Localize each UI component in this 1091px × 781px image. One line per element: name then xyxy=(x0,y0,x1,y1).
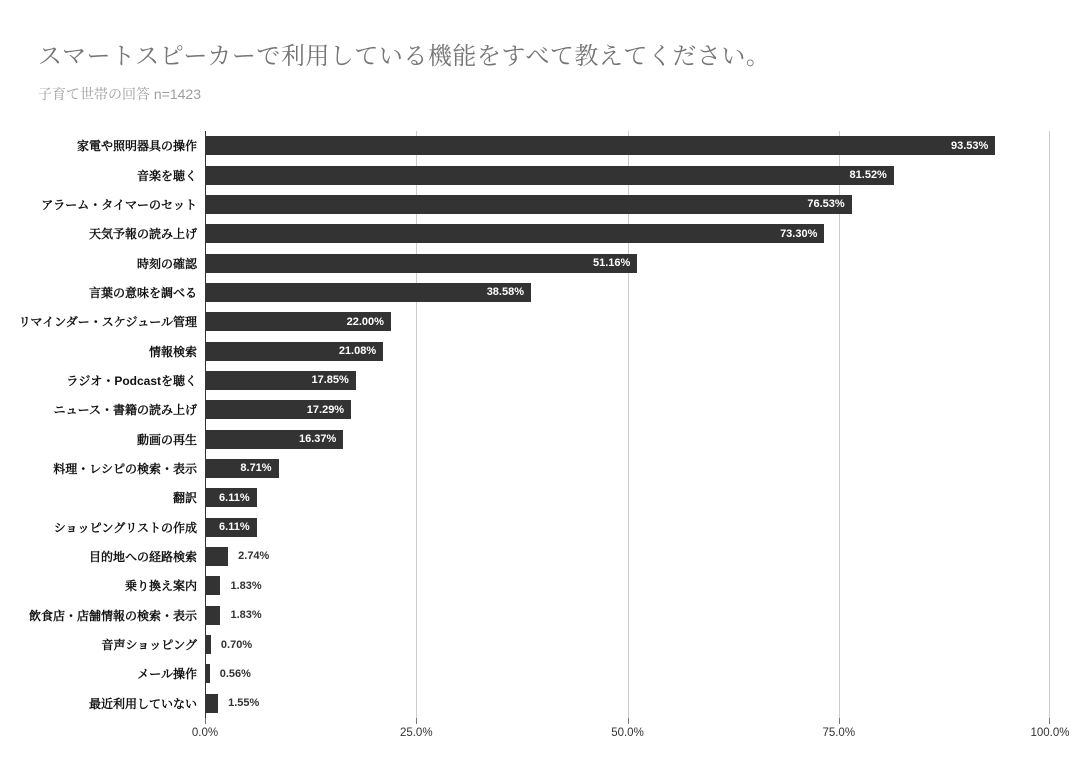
bar-row xyxy=(0,601,1050,630)
bar xyxy=(205,136,995,155)
chart-header xyxy=(38,36,770,104)
bar-row xyxy=(0,454,1050,483)
x-tick xyxy=(1049,718,1050,724)
category-label: 時刻の確認 xyxy=(136,256,197,271)
category-label: アラーム・タイマーのセット xyxy=(41,197,197,212)
bar-row xyxy=(0,160,1050,189)
bar xyxy=(205,547,228,566)
chart-title: スマートスピーカーで利用している機能をすべて教えてください。 xyxy=(38,43,771,70)
bar-value-label: 93.53% xyxy=(951,139,989,152)
bar-track xyxy=(205,400,1050,419)
bar-value-label: 6.11% xyxy=(219,491,250,504)
bar-track xyxy=(205,664,1050,683)
x-tick xyxy=(205,718,206,724)
bar xyxy=(205,635,211,654)
bar-row xyxy=(0,307,1050,336)
bar-row xyxy=(0,630,1050,659)
bar-track xyxy=(205,459,1050,478)
bar-value-label: 0.70% xyxy=(220,638,253,651)
bar xyxy=(205,400,351,419)
category-label: 乗り換え案内 xyxy=(124,579,197,594)
bar-value-label: 8.71% xyxy=(240,462,272,475)
bar xyxy=(205,606,220,625)
bar-row xyxy=(0,336,1050,365)
bar-value-label: 1.83% xyxy=(230,609,262,622)
bar-value-label: 81.52% xyxy=(849,169,887,182)
category-label: 飲食店・店舗情報の検索・表示 xyxy=(28,608,197,623)
bar xyxy=(205,224,824,243)
bar xyxy=(205,166,894,185)
x-tick-label: 50.0% xyxy=(611,727,644,739)
bar xyxy=(205,459,279,478)
bar-value-label: 21.08% xyxy=(338,345,377,358)
x-tick-label: 75.0% xyxy=(822,727,856,739)
bar-track xyxy=(205,518,1050,537)
category-label: 料理・レシピの検索・表示 xyxy=(53,461,197,476)
bar xyxy=(205,342,383,361)
bar-row xyxy=(0,219,1050,248)
bar-row xyxy=(0,248,1050,277)
bar xyxy=(205,283,531,302)
x-tick xyxy=(628,718,629,724)
category-label: 最近利用していない xyxy=(88,696,197,711)
bar xyxy=(205,576,220,595)
bar-value-label: 0.56% xyxy=(219,667,251,680)
bar xyxy=(205,312,391,331)
x-tick-label: 25.0% xyxy=(399,727,433,739)
bar-value-label: 1.83% xyxy=(230,579,262,592)
bar-value-label: 17.29% xyxy=(306,403,345,416)
bar-row xyxy=(0,483,1050,512)
bar-row xyxy=(0,424,1050,453)
bar-row xyxy=(0,395,1050,424)
x-tick xyxy=(416,718,417,724)
bar-track xyxy=(205,606,1050,625)
bar xyxy=(205,430,343,449)
bar-track xyxy=(205,224,1050,243)
bar-track xyxy=(205,694,1050,713)
bar xyxy=(205,488,257,507)
bar-row xyxy=(0,512,1050,541)
bar-track xyxy=(205,576,1050,595)
bar-row xyxy=(0,278,1050,307)
x-tick-label: 0.0% xyxy=(191,727,219,739)
category-label: 言葉の意味を調べる xyxy=(88,285,197,300)
bar-row xyxy=(0,542,1050,571)
x-tick-label: 100.0% xyxy=(1030,727,1070,739)
bar-value-label: 76.53% xyxy=(807,198,845,211)
bar-row xyxy=(0,571,1050,600)
category-label: 音楽を聴く xyxy=(136,168,197,183)
bar-track xyxy=(205,166,1050,185)
bar-track xyxy=(205,488,1050,507)
bar-track xyxy=(205,430,1050,449)
bar xyxy=(205,254,637,273)
bar xyxy=(205,371,356,390)
bar-value-label: 1.55% xyxy=(228,697,260,710)
bar-value-label: 6.11% xyxy=(219,521,250,534)
bar-track xyxy=(205,136,1050,155)
bar xyxy=(205,195,852,214)
bar-row xyxy=(0,689,1050,718)
category-label: ラジオ・Podcastを聴く xyxy=(66,373,197,388)
bar-value-label: 22.00% xyxy=(346,315,384,328)
bar xyxy=(205,694,218,713)
bar-value-label: 2.74% xyxy=(238,550,270,563)
bar-track xyxy=(205,283,1050,302)
category-label: ニュース・書籍の読み上げ xyxy=(53,403,197,418)
category-label: 音声ショッピング xyxy=(101,638,197,653)
category-label: メール操作 xyxy=(137,667,197,682)
category-label: 天気予報の読み上げ xyxy=(88,227,197,242)
category-label: 目的地への経路検索 xyxy=(88,549,197,564)
bar-track xyxy=(205,254,1050,273)
bar-row xyxy=(0,131,1050,160)
bar xyxy=(205,664,210,683)
bar-track xyxy=(205,195,1050,214)
bar-track xyxy=(205,312,1050,331)
bar-value-label: 17.85% xyxy=(311,374,349,387)
chart-subtitle: 子育て世帯の回答 n=1423 xyxy=(38,86,201,102)
x-tick xyxy=(839,718,840,724)
bar-row xyxy=(0,659,1050,688)
category-label: ショッピングリストの作成 xyxy=(53,520,197,535)
bar-row xyxy=(0,190,1050,219)
category-label: 家電や照明器具の操作 xyxy=(76,139,197,154)
category-label: 動画の再生 xyxy=(136,432,197,447)
bar-value-label: 73.30% xyxy=(780,227,818,240)
bar-track xyxy=(205,342,1050,361)
bar-chart xyxy=(0,131,1050,718)
bar-track xyxy=(205,547,1050,566)
category-label: リマインダー・スケジュール管理 xyxy=(18,315,197,330)
category-label: 情報検索 xyxy=(148,344,197,359)
bar xyxy=(205,518,257,537)
bar-value-label: 51.16% xyxy=(592,257,631,270)
bar-value-label: 16.37% xyxy=(299,433,337,446)
bar-row xyxy=(0,366,1050,395)
bar-value-label: 38.58% xyxy=(486,286,524,299)
x-axis xyxy=(191,718,1070,744)
category-label: 翻訳 xyxy=(172,491,197,506)
bar-track xyxy=(205,371,1050,390)
bar-track xyxy=(205,635,1050,654)
